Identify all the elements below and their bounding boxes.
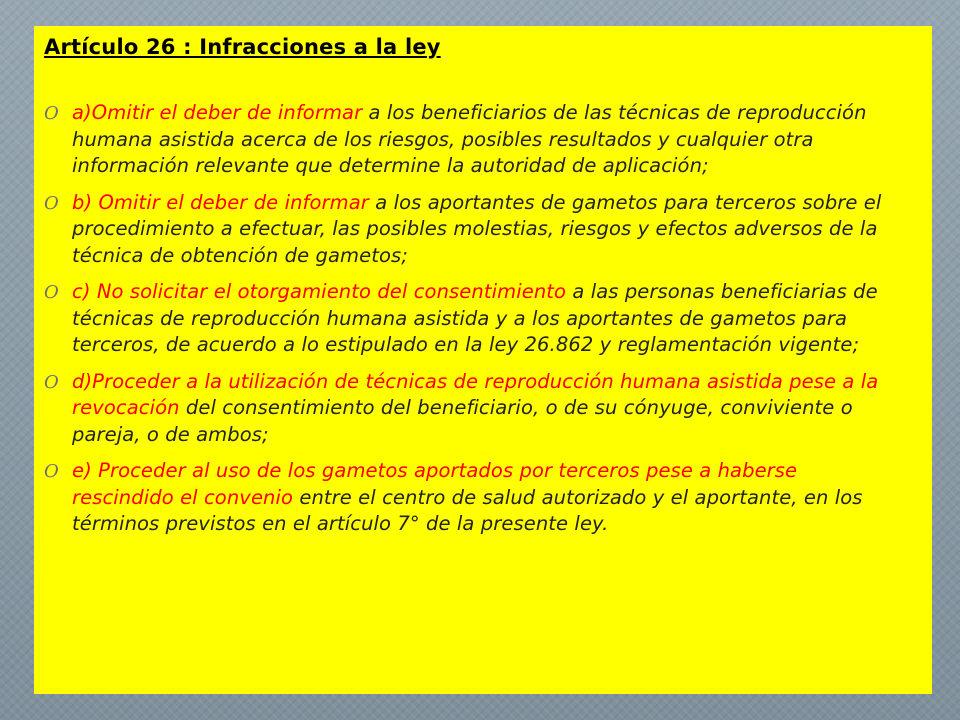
body-text: a los aportantes de gametos para terceros sobre el procedimiento a efectuar, las posibles molestias, riesgos y efectos adversos de la técnica de obtención de gametos; <box>72 190 882 267</box>
body-text: a las personas beneficiarias de técnicas de reproducción humana asistida y a los aportantes de gametos para terceros, de acuerdo a lo estipulado en la ley 26.862 y reglamentación vigente; <box>72 280 878 356</box>
highlighted-phrase: e) Proceder al uso de los gametos aportados por terceros pese a haberse rescindido el convenio <box>72 459 798 509</box>
slide-panel <box>34 26 932 694</box>
bullet-text <box>72 369 902 449</box>
highlighted-phrase: d)Proceder a la utilización de técnicas de reproducción humana asistida pese a la revocación <box>72 369 879 419</box>
highlighted-phrase: a)Omitir el deber de informar <box>72 101 363 124</box>
bullet-item-a <box>44 100 902 180</box>
bullet-item-d <box>44 369 902 449</box>
bullet-o-icon: O <box>44 103 59 124</box>
bullet-text <box>72 279 902 359</box>
body-text: entre el centro de salud autorizado y el aportante, en los términos previstos en el artículo 7° de la presente ley. <box>72 485 863 535</box>
highlighted-phrase: c) No solicitar el otorgamiento del consentimiento <box>72 280 567 303</box>
bullet-item-c <box>44 279 902 359</box>
slide-title: Artículo 26 : Infracciones a la ley <box>44 35 441 59</box>
bullet-text <box>72 100 902 180</box>
bullet-o-icon: O <box>44 461 59 482</box>
bullet-o-icon: O <box>44 192 59 214</box>
bullet-o-icon: O <box>44 282 59 303</box>
bullet-item-e <box>44 458 902 538</box>
bullet-item-b <box>44 190 902 270</box>
highlighted-phrase: b) Omitir el deber de informar <box>72 190 369 214</box>
bullet-o-icon: O <box>44 371 59 393</box>
bullet-text <box>72 190 902 270</box>
bullet-list <box>44 100 902 538</box>
bullet-text <box>72 458 902 538</box>
body-text: a los beneficiarios de las técnicas de reproducción humana asistida acerca de los riesgos, posibles resultados y cualquier otra información relevante que determine la autoridad de aplicación; <box>72 101 867 177</box>
body-text: del consentimiento del beneficiario, o de su cónyuge, conviviente o pareja, o de ambos; <box>72 396 853 446</box>
